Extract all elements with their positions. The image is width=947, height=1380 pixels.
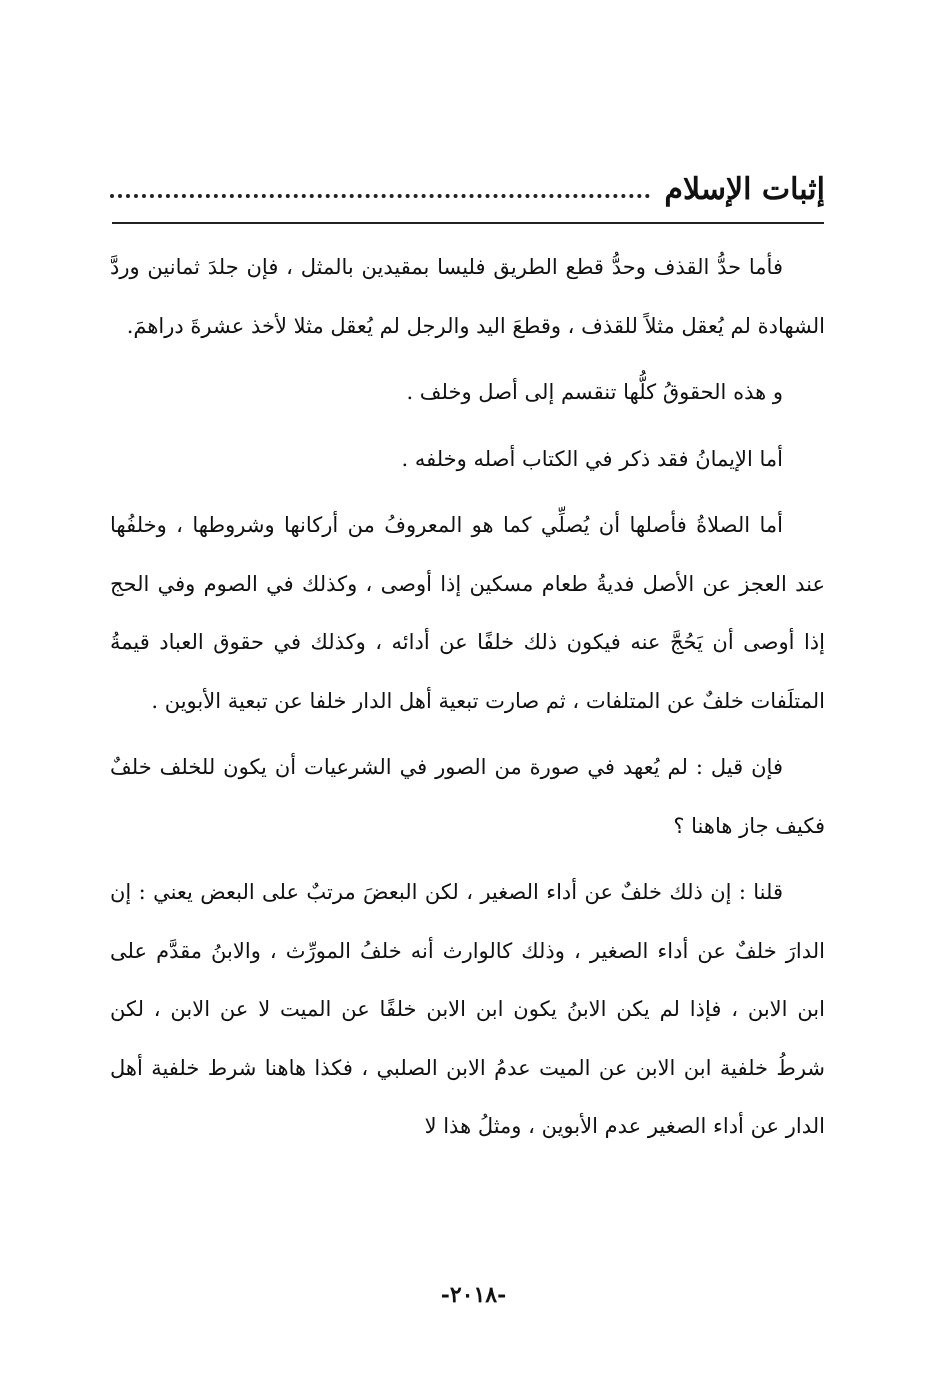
header-title: إثبات الإسلام [664,172,825,207]
header-dotted-leader [110,194,650,198]
body-text [110,238,825,1164]
paragraph-salah: أما الصلاةُ فأصلها أن يُصلِّي كما هو المعروفُ من أركانها وشروطها ، وخلفُها عند العجز عن الأصل فديةُ طعام مسكين إذا أوصى ، وكذلك في الصوم وفي الحج إذا أوصى أن يَحُجَّ عنه فيكون ذلك خلفًا عن أدائه ، وكذلك في حقوق العباد قيمةُ المتلَفات خلفٌ عن المتلفات ، ثم صارت تبعية أهل الدار خلفا عن تبعية الأبوين . [110,513,825,713]
paragraph-hadd: فأما حدُّ القذف وحدُّ قطع الطريق فليسا بمقيدين بالمثل ، فإن جلدَ ثمانين وردَّ الشهادة لم يُعقل مثلاً للقذف ، وقطعَ اليد والرجل لم يُعقل مثلا لأخذ عشرةَ دراهمَ. [110,255,825,338]
paragraph-iman: أما الإيمانُ فقد ذكر في الكتاب أصله وخلفه . [401,446,783,471]
paragraph-huquq: و هذه الحقوقُ كلُّها تنقسم إلى أصل وخلف . [406,380,783,404]
paragraph-reply: قلنا : إن ذلك خلفٌ عن أداء الصغير ، لكن البعضَ مرتبٌ على البعض يعني : إن الدارَ خلفٌ عن أداء الصغير ، وذلك كالوارث أنه خلفُ المورِّث ، والابنُ مقدَّم على ابن الابن ، فإذا لم يكن الابنُ يكون ابن الابن خلفًا عن الميت لا عن الابن ، لكن شرطُ خلفية ابن الابن عن الميت عدمُ الابن الصلبي ، فكذا هاهنا شرط خلفية أهل الدار عن أداء الصغير عدم الأبوين ، ومثلُ هذا لا [110,880,825,1138]
paragraph-objection: فإن قيل : لم يُعهد في صورة من الصور في الشرعيات أن يكون للخلف خلفٌ فكيف جاز هاهنا ؟ [110,755,825,838]
header-rule [112,222,824,224]
running-header [110,150,825,210]
page-number: -٢٠١٨- [440,1282,507,1308]
